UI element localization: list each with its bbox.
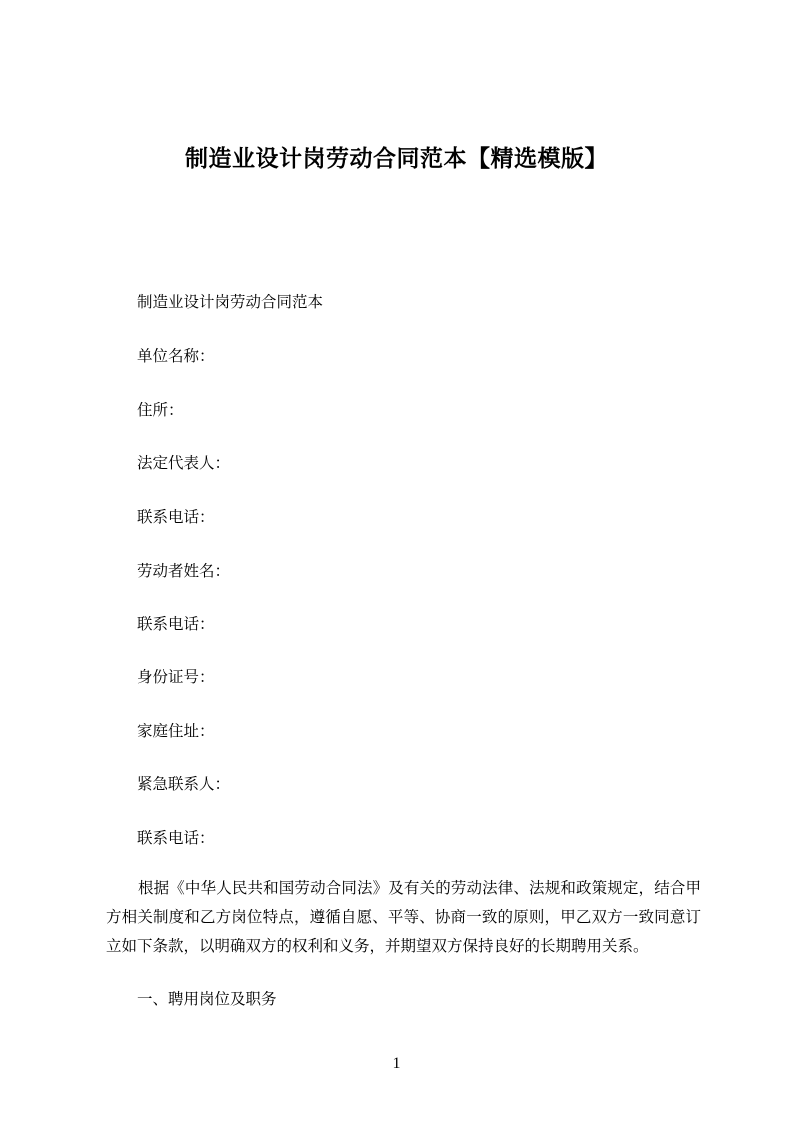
field-emergency-phone: 联系电话：	[137, 829, 215, 847]
field-company-name: 单位名称：	[137, 347, 215, 365]
document-title: 制造业设计岗劳动合同范本【精选模版】	[185, 146, 608, 172]
field-legal-representative: 法定代表人：	[137, 454, 231, 472]
page-number: 1	[392, 1055, 401, 1072]
field-address: 住所：	[137, 401, 184, 419]
section-heading: 一、聘用岗位及职务	[137, 990, 277, 1008]
field-employee-phone: 联系电话：	[137, 615, 215, 633]
preamble-paragraph: 根据《中华人民共和国劳动合同法》及有关的劳动法律、法规和政策规定，结合甲方相关制度和乙方岗位特点，遵循自愿、平等、协商一致的原则，甲乙双方一致同意订立如下条款，以明确双方的权利和义务，并期望双方保持良好的长期聘用关系。	[106, 879, 701, 955]
field-emergency-contact: 紧急联系人：	[137, 775, 231, 793]
field-employee-name: 劳动者姓名：	[137, 562, 231, 580]
field-company-phone: 联系电话：	[137, 508, 215, 526]
field-id-number: 身份证号：	[137, 668, 215, 686]
document-subtitle: 制造业设计岗劳动合同范本	[137, 293, 324, 311]
field-home-address: 家庭住址：	[137, 722, 215, 740]
